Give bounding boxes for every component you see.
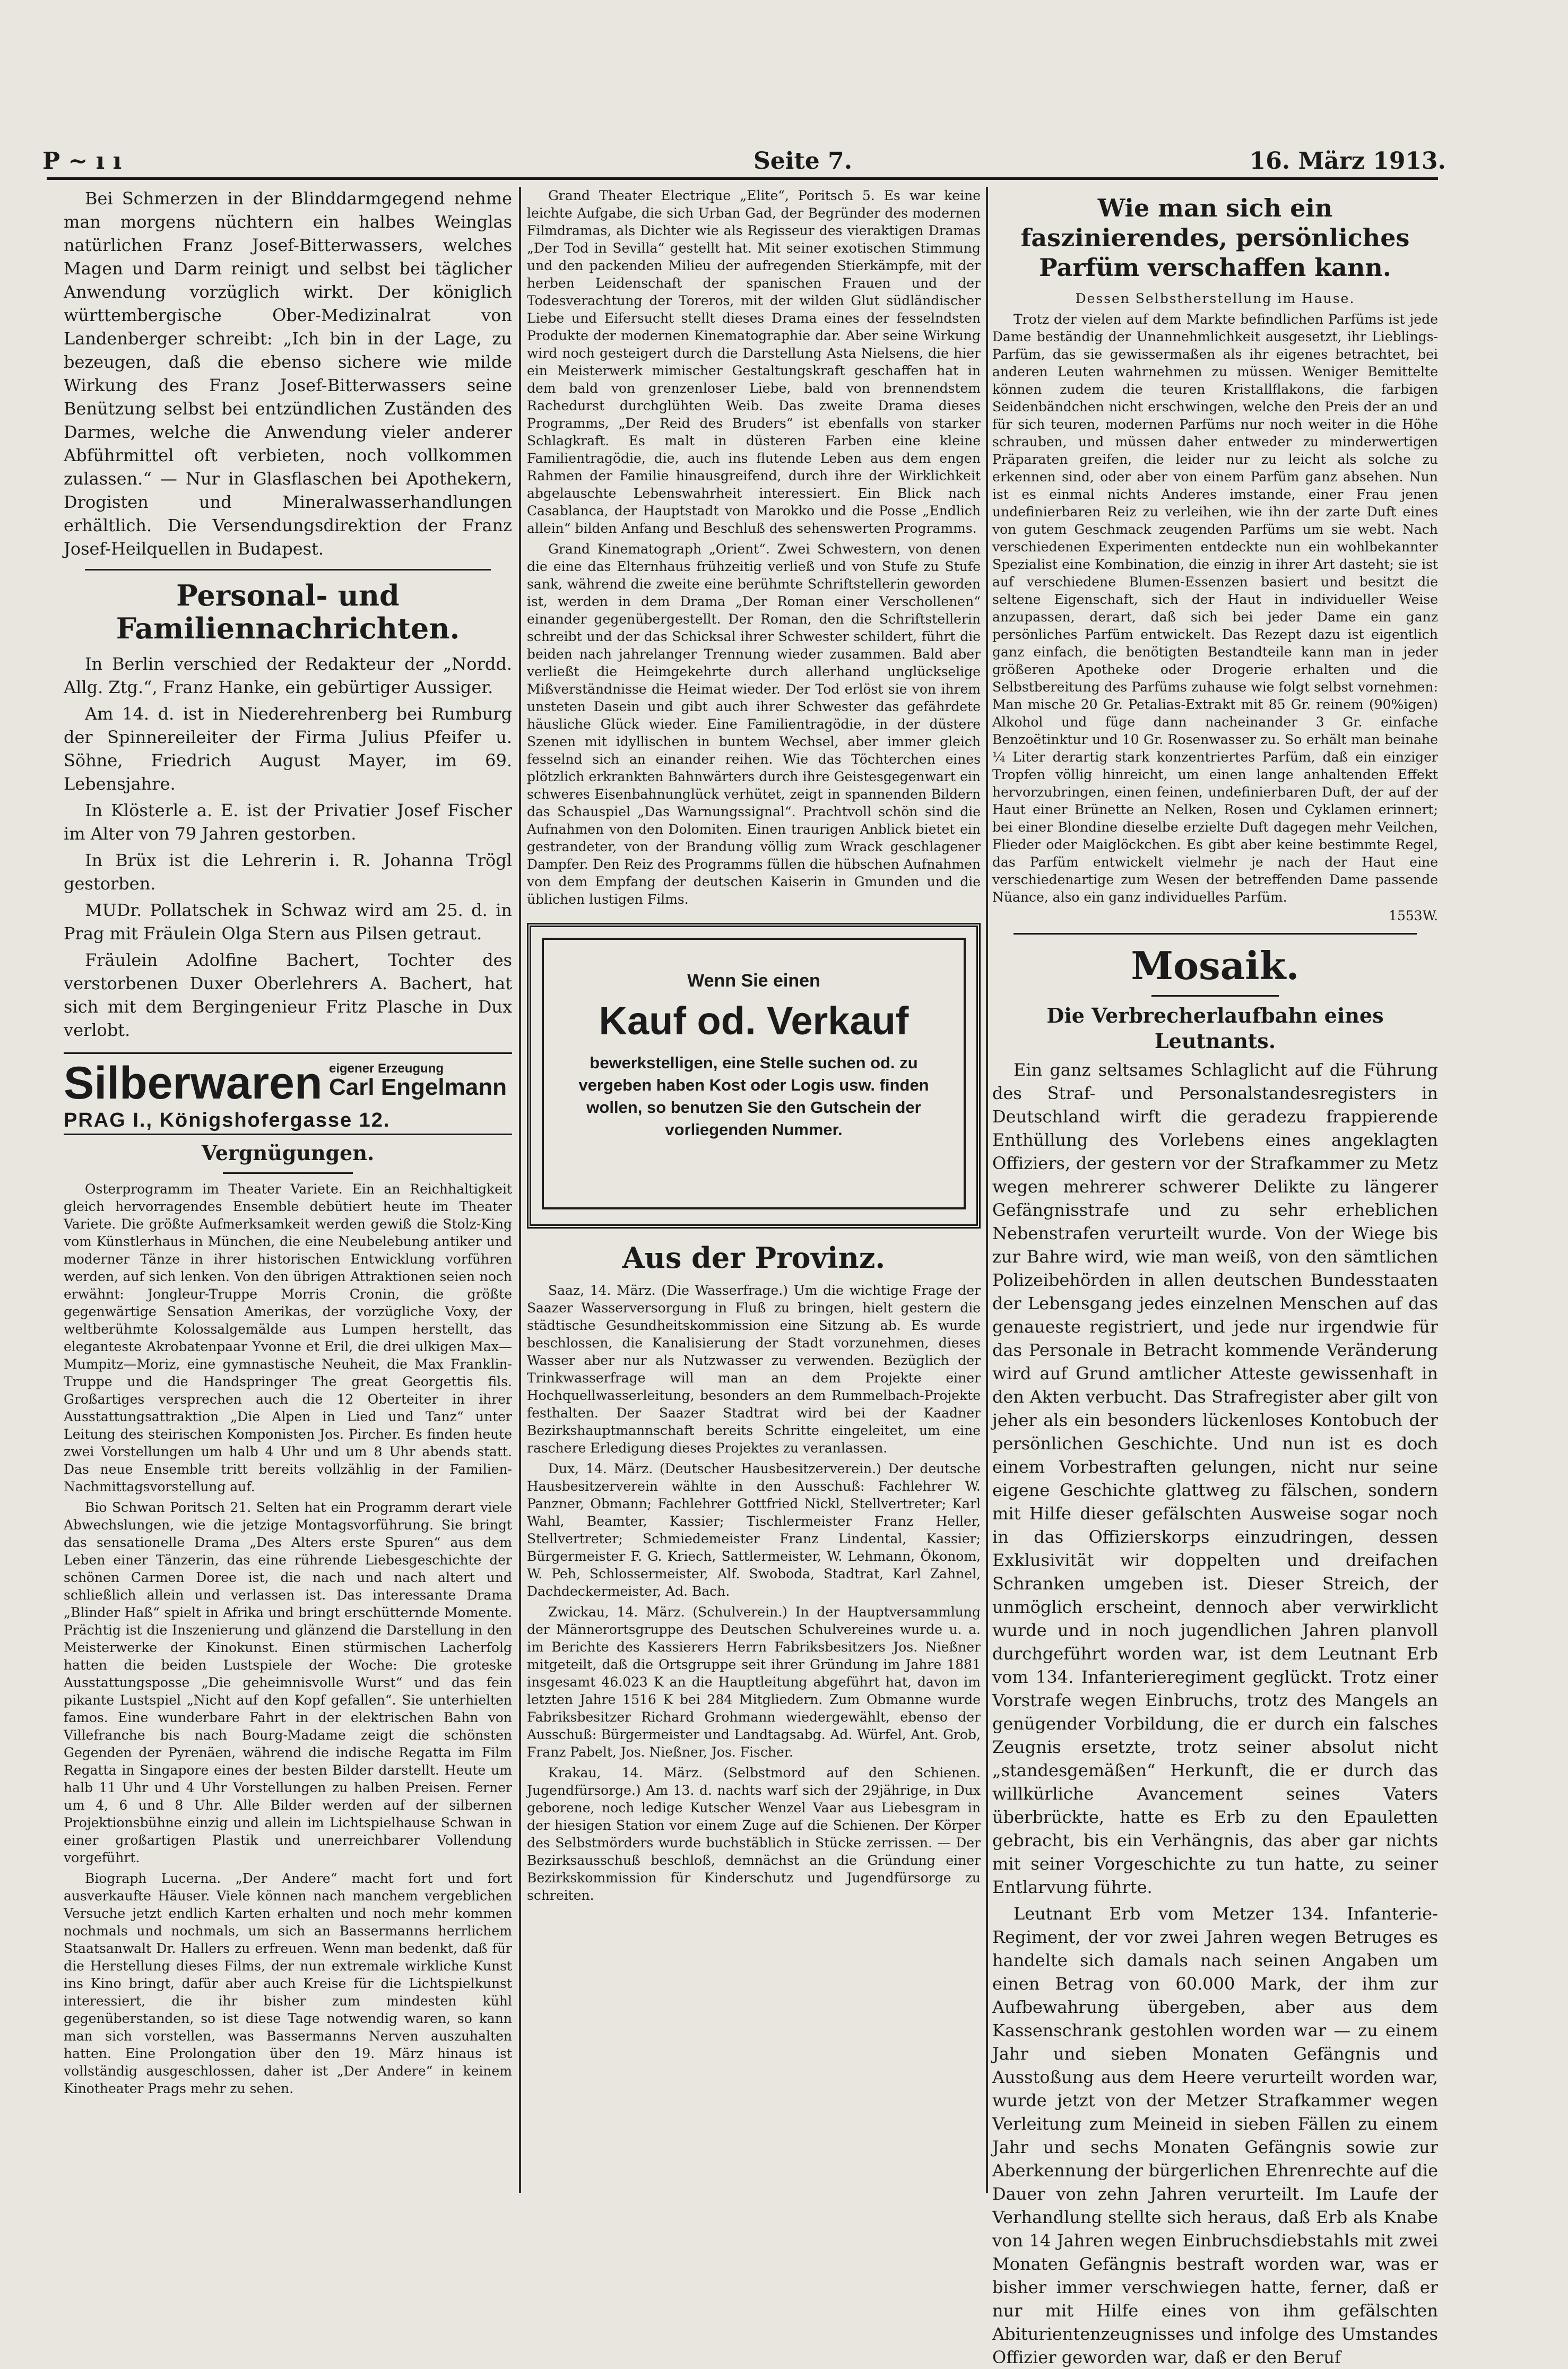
kauf-verkauf-advertisement [527,923,981,1229]
page-number: Seite 7. [753,148,853,175]
column-rule-2 [986,187,988,2193]
provinz-item: Saaz, 14. März. (Die Wasserfrage.) Um die wichtige Frage der Saazer Wasserversorgung in Fluß zu bringen, hielt gestern die städtische Gesundheitskommission eine Sitzung ab. Es wurde beschlossen, die Kanalisierung der Stadt vorzunehmen, dieses Wasser aber nur als Nutzwasser zu verwenden. Bezüglich der Trinkwasserfrage will man an dem Projekte einer Hochquellwasserleitung, besonders an dem Rummelbach-Projekte festhalten. Der Saazer Stadtrat wird bei der Kaadner Bezirkshauptmannschaft bereits Schritte eingeleitet, um eine raschere Erledigung dieses Projektes zu veranlassen. [527,1283,981,1456]
ad-body: bewerkstelligen, eine Stelle suchen od. zu vergeben haben Kost oder Logis usw. finden wollen, so benutzen Sie den Gutschein der vorliegenden Nummer. [578,1053,929,1139]
column-3 [992,187,1438,2367]
ad-code: 1553W. [1389,908,1438,923]
section-heading-mosaik: Mosaik. [1131,943,1300,988]
divider [223,1172,353,1174]
ad-eigener-erzeugung: eigener Erzeugung [329,1061,444,1076]
personal-item: Fräulein Adolfine Bachert, Tochter des verstorbenen Duxer Oberlehrers A. Bachert, hat sich mit dem Bergingenieur Fritz Plasche in Dux verlobt. [64,950,512,1040]
vergnuegungen-item: Biograph Lucerna. „Der Andere“ macht fort und fort ausverkaufte Häuser. Viele können nach manchem vergeblichen Versuche jetzt endlich Karten erhalten und noch mehr kommen nochmals und nochmals, um sich an Bassermanns herrlichem Staatsanwalt Dr. Hallers zu erfreuen. Wenn man bedenkt, daß für die Herstellung dieses Films, der nun extremale wirkliche Kunst ins Kino bringt, dafür aber auch Kreise für die Lichtspielkunst interessiert, die ihr bisher zum mindesten kühl gegenüberstanden, so ist diese Tage notwendig waren, so kann man sich vorstellen, was Bassermanns Nerven auszuhalten hatten. Eine Prolongation über den 19. März hinaus ist vollständig ausgeschlossen, daher ist „Der Andere“ in keinem Kinotheater Prags mehr zu sehen. [64,1871,512,2096]
divider [85,569,491,570]
section-heading-vergnuegungen: Vergnügungen. [201,1141,375,1165]
divider [1013,933,1417,935]
provinz-item: Dux, 14. März. (Deutscher Hausbesitzerverein.) Der deutsche Hausbesitzerverein wählte in den Ausschuß: Fachlehrer W. Panzner, Obmann; Fachlehrer Gottfried Nickl, Stellvertreter; Karl Wahl, Beamter, Kassier; Tischlermeister Franz Heller, Stellvertreter; Schmiedemeister Franz Lindental, Kassier; Bürgermeister F. G. Kriech, Sattlermeister, W. Lehmann, Ökonom, W. Peh, Schlossermeister, Alf. Swoboda, Stadtrat, Karl Zahnel, Dachdeckermeister, Ad. Bach. [527,1461,981,1599]
bitterwasser-ad: Bei Schmerzen in der Blinddarmgegend nehme man morgens nüchtern ein halbes Weinglas natürlichen Franz Josef-Bitterwassers, welches Magen und Darm reinigt und selbst bei täglicher Anwendung vorzüglich wirkt. Der königlich württembergische Ober-Medizinalrat von Landenberger schreibt: „Ich bin in der Lage, zu bezeugen, daß die ebenso sichere wie milde Wirkung des Franz Josef-Bitterwassers seine Benützung selbst bei entzündlichen Zuständen des Darmes, welche die Anwendung vieler anderer Abführmittel oft verbieten, noch vollkommen zulassen.“ — Nur in Glasflaschen bei Apothekern, Drogisten und Mineralwasserhandlungen erhältlich. Die Versendungsdirektion der Franz Josef-Heilquellen in Budapest. [64,188,512,559]
personal-item: MUDr. Pollatschek in Schwaz wird am 25. d. in Prag mit Fräulein Olga Stern aus Pilsen getraut. [64,900,512,944]
provinz-item: Zwickau, 14. März. (Schulverein.) In der Hauptversammlung der Männerortsgruppe des Deutschen Schulvereines wurde u. a. im Berichte des Kassierers Herrn Fabriksbesitzers Jos. Nießner mitgeteilt, daß die Ortsgruppe seit ihrer Gründung im Jahre 1881 insgesamt 46.023 K an die Hauptleitung abgeführt hat, davon im letzten Jahre 1516 K bei 284 Mitgliedern. Zum Obmanne wurde Fabriksbesitzer Richard Grohmann wiedergewählt, ebenso der Ausschuß: Bürgermeister und Landtagsabg. Ad. Würfel, Ant. Grob, Franz Pabelt, Jos. Nießner, Jos. Fischer. [527,1604,981,1760]
personal-item: In Klösterle a. E. ist der Privatier Josef Fischer im Alter von 79 Jahren gestorben. [64,800,512,844]
ad-headline: Kauf od. Verkauf [599,999,909,1043]
personal-item: In Berlin verschied der Redakteur der „Nordd. Allg. Ztg.“, Franz Hanke, ein gebürtiger Aussiger. [64,654,512,697]
parfum-subheading: Dessen Selbstherstellung im Hause. [1075,291,1355,306]
ad-inner-frame [542,938,966,1209]
section-heading-personal: Personal- und Familiennachrichten. [116,578,460,645]
vergnuegungen-item: Bio Schwan Poritsch 21. Selten hat ein Programm derart viele Abwechslungen, wie die jetzige Montagsvorführung. Sie bringt das sensationelle Drama „Des Alters erste Spuren“ aus dem Leben einer Tänzerin, das eine rührende Liebesgeschichte der schönen Carmen Doree ist, die nach und nach altert und schließlich allein und verlassen ist. Das interessante Drama „Blinder Haß“ spielt in Afrika und bringt erschütternde Momente. Prächtig ist die Inszenierung und glänzend die Darstellung in den Meisterwerke der Kinokunst. Einen stürmischen Lacherfolg hatten die beiden Lustspiele der Woche: Die groteske Ausstattungsposse „Die geheimnisvolle Wurst“ und das fein pikante Lustspiel „Nicht auf den Kopf gefallen“. Sie unterhielten famos. Eine wunderbare Fahrt in der elektrischen Bahn von Villefranche bis nach Bourg-Madame zeigt die schönsten Gegenden der Pyrenäen, während die indische Regatta im Film Regatta in Singapore eines der besten Bilder darstellt. Heute um halb 11 Uhr und 4 Uhr Vorstellungen zu halben Preisen. Ferner um 4, 6 und 8 Uhr. Alle Bilder werden auf der silbernen Projektionsbühne einzig und allein im Lichtspielhause Schwan in einer großartigen Plastik und unerreichbarer Vollendung vorgeführt. [64,1500,512,1865]
divider [1151,995,1279,997]
section-heading-parfum: Wie man sich ein faszinierendes, persönliches Parfüm verschaffen kann. [1020,194,1410,282]
personal-item: In Brüx ist die Lehrerin i. R. Johanna Trögl gestorben. [64,850,512,894]
article-heading-leutnant: Die Verbrecherlaufbahn eines Leutnants. [1046,1004,1384,1053]
personal-item: Am 14. d. ist in Niederehrenberg bei Rumburg der Spinnereileiter der Firma Julius Pfeifer u. Söhne, Friedrich August Mayer, im 69. Lebensjahre. [64,704,512,794]
ad-address: PRAG I., Königshofergasse 12. [64,1109,391,1131]
ad-line-1: Wenn Sie einen [687,971,820,991]
ad-silberwaren-word: Silberwaren [64,1058,323,1109]
kino-item: Grand Theater Electrique „Elite“, Poritsch 5. Es war keine leichte Aufgabe, die sich Urban Gad, der Begründer des modernen Filmdramas, als Dichter wie als Regisseur des vieraktigen Dramas „Der Tod in Sevilla“ gestellt hat. Mit seiner exotischen Stimmung und den packenden Milieu der aufregenden Stierkämpfe, mit der herben Leidenschaft der spanischen Frauen und der Todesverachtung der Toreros, mit der wilden Glut südländischer Liebe und Eifersucht stellt dieses Drama eines der fesselndsten Produkte der modernen Kinematographie dar. Aber seine Wirkung wird noch gesteigert durch die Darstellung Asta Nielsens, die hier ein Meisterwerk mimischer Gestaltungskraft geschaffen hat in dem bald von grenzenloser Liebe, bald von brennendstem Rachedurst durchglühten Weib. Das zweite Drama dieses Programms, „Der Reid des Bruders“ ist ebenfalls von starker Schlagkraft. Es malt in düsteren Farben eine kleine Familientragödie, die, auch ins flutende Leben aus dem engen Rahmen der Familie hinausgreifend, durch ihre der Wirklichkeit abgelauschte Lebenswahrheit interessiert. Ein Blick nach Casablanca, der Hauptstadt von Marokko und die Posse „Endlich allein“ bilden Anfang und Beschluß des sehenswerten Programms. [527,188,981,536]
column-1 [64,187,512,2193]
column-2 [527,187,981,2193]
masthead-left: P ~ ı ı [42,148,122,175]
silberwaren-advertisement [64,1052,512,1135]
provinz-item: Krakau, 14. März. (Selbstmord auf den Schienen. Jugendfürsorge.) Am 13. d. nachts warf sich der 29jährige, in Dux geborene, noch ledige Kutscher Wenzel Vaar aus Liebesgram in der hiesigen Station vor einem Zuge auf die Schienen. Der Körper des Selbstmörders wurde buchstäblich in Stücke zerrissen. — Der Bezirksausschuß beschloß, demnächst an die Gründung einer Bezirkskommission für Kinderschutz und Jugendfürsorge zu schreiten. [527,1765,981,1903]
ad-firm-name: Carl Engelmann [329,1074,507,1100]
masthead-rule [47,177,1438,180]
vergnuegungen-item: Osterprogramm im Theater Variete. Ein an Reichhaltigkeit gleich hervorragendes Ensemble debütiert heute im Theater Variete. Die größte Aufmerksamkeit werden gewiß die Stolz-King vom Künstlerhaus in München, die eine Neubelebung antiker und moderner Tänze in ihrer historischen Entwicklung vorführen werden, auf sich lenken. Von den übrigen Attraktionen seien noch erwähnt: Jongleur-Truppe Morris Cronin, die größte gegenwärtige Sensation Amerikas, der vorzügliche Voxy, der weltberühmte Kolossalgemälde aus Lumpen herstellt, das eleganteste Akrobatenpaar Yvonne et Eril, die drei ulkigen Max—Mumpitz—Moriz, eine gymnastische Neuheit, die Max Franklin-Truppe und die Handspringer The great Georgettis fils. Großartiges versprechen auch die 12 Oberteiter in ihrer Ausstattungsattraktion „Die Alpen in Lied und Tanz“ unter Leitung des steirischen Komponisten Jos. Pircher. Es finden heute zwei Vorstellungen um halb 4 Uhr und um 8 Uhr abends statt. Das neue Ensemble tritt bereits vollzählig in der Familien-Nachmittagsvorstellung auf. [64,1181,512,1494]
issue-date: 16. März 1913. [1249,148,1446,175]
section-heading-provinz: Aus der Provinz. [622,1241,886,1275]
leutnant-article: Ein ganz seltsames Schlaglicht auf die Führung des Straf- und Personalstandesregisters in Deutschland wirft die geradezu frappierende Enthüllung des Vorlebens eines angeklagten Offiziers, der gestern vor der Strafkammer zu Metz wegen mehrerer schwerer Delikte zu längerer Gefängnisstrafe und zu sehr erheblichen Nebenstrafen verurteilt wurde. Von der Wiege bis zur Bahre wird, wie man weiß, von den sämtlichen Polizeibehörden in allen deutschen Bundesstaaten der Lebensgang jedes einzelnen Menschen auf das genaueste registriert, und jede nur irgendwie für das Personale in Betracht kommende Veränderung wird auf Grund amtlicher Atteste gewissenhaft in den Akten verbucht. Das Strafregister aber gilt von jeher als ein besonders lückenloses Kontobuch der persönlichen Geschichte. Und nun ist es doch einem Vorbestraften gelungen, nicht nur seine eigene Geschichte glattweg zu fälschen, sondern mit Hilfe dieser gefälschten Ausweise sogar noch in das Offizierskorps einzudringen, dessen Exklusivität wir doppelten und dreifachen Schranken umgeben ist. Dieser Streich, der unmöglich erscheint, dennoch aber verwirklicht wurde und in noch jugendlichen Jahren planvoll durchgeführt worden war, ist dem Leutnant Erb vom 134. Infanterieregiment geglückt. Trotz einer Vorstrafe wegen Einbruchs, trotz des Mangels an genügender Vorbildung, die er durch ein falsches Zeugnis ersetzte, trotz seiner absolut nicht „standesgemäßen“ Herkunft, die er durch das willkürliche Avancement seines Vaters überbrückte, hatte es Erb zu den Epauletten gebracht, bis ein Verhängnis, das aber gar nichts mit seiner Vorgeschichte zu tun hatte, zu seiner Entlarvung führte. [992,1060,1438,1897]
leutnant-article: Leutnant Erb vom Metzer 134. Infanterie-Regiment, der vor zwei Jahren wegen Betruges es handelte sich damals nach seinen Angaben um einen Betrag von 60.000 Mark, der ihm zur Aufbewahrung übergeben, aber aus dem Kassenschrank gestohlen worden war — zu einem Jahr und sieben Monaten Gefängnis und Ausstoßung aus dem Heere verurteilt worden war, wurde jetzt von der Metzer Strafkammer wegen Verleitung zum Meineid in sieben Fällen zu einem Jahr und sechs Monaten Gefängnis sowie zur Aberkennung der bürgerlichen Ehrenrechte auf die Dauer von zehn Jahren verurteilt. Im Laufe der Verhandlung stellte sich heraus, daß Erb als Knabe von 14 Jahren wegen Einbruchsdiebstahls mit zwei Monaten Gefängnis bestraft worden war, was er bisher immer verschwiegen hatte, ferner, daß er nur mit Hilfe eines von ihm gefälschten Abiturientenzeugnisses und infolge des Umstandes Offizier geworden war, daß er den Beruf [992,1904,1438,2367]
column-rule-1 [519,187,521,2193]
parfum-article: Trotz der vielen auf dem Markte befindlichen Parfüms ist jede Dame beständig der Unannehmlichkeit ausgesetzt, ihr Lieblings-Parfüm, das sie gewissermaßen als ihr eigenes betrachtet, bei anderen Leuten wahrnehmen zu müssen. Weniger Bemittelte können zudem die teuren Kristallflakons, die farbigen Seidenbändchen nicht erschwingen, welche den Preis der an und für sich teuren, modernen Parfüms nur noch weiter in die Höhe schrauben, und müssen daher entweder zu minderwertigen Präparaten greifen, die leider nur zu leicht als solche zu erkennen sind, oder aber von einem Parfüm ganz absehen. Nun ist es einmal nichts Anderes imstande, einer Frau jenen undefinierbaren Reiz zu verleihen, wie ihn der zarte Duft eines von gutem Geschmack zeugenden Parfüms um sie webt. Nach verschiedenen Experimenten entdeckte nun ein wohlbekannter Spezialist eine Kombination, die einzig in ihrer Art dasteht; sie ist auf verschiedene Blumen-Essenzen basiert und besitzt die seltene Eigenschaft, sich der Haut in individueller Weise anzupassen, derart, daß sich bei jeder Dame ein ganz persönliches Parfüm entwickelt. Das Rezept dazu ist eigentlich ganz einfach, die benötigten Bestandteile kann man in jeder größeren Apotheke oder Drogerie erhalten und die Selbstbereitung des Parfüms zuhause wie folgt selbst vornehmen: Man mische 20 Gr. Petalias-Extrakt mit 85 Gr. reinem (90%igen) Alkohol und füge dann nacheinander 3 Gr. einfache Benzoëtinktur und 10 Gr. Rosenwasser zu. So erhält man beinahe ¼ Liter derartig stark konzentriertes Parfüm, daß ein einziger Tropfen völlig hinreicht, um einen lange anhaltenden Effekt hervorzubringen, einen feinen, undefinierbaren Duft, der auf der Haut einer Brünette an Nelken, Rosen und Cyklamen erinnert; bei einer Blondine dieselbe erzielte Duft dagegen mehr Veilchen, Flieder oder Maiglöckchen. Es gibt aber keine bestimmte Regel, das Parfüm entwickelt vielmehr je nach der Haut eine verschiedenartige zum Wesen der betreffenden Dame passende Nüance, also ein ganz individuelles Parfüm. [992,312,1438,905]
kino-item: Grand Kinematograph „Orient“. Zwei Schwestern, von denen die eine das Elternhaus frühzeitig verließ und von Stufe zu Stufe sank, während die zweite eine berühmte Schriftstellerin geworden ist, werden in dem Drama „Der Roman einer Verschollenen“ einander gegenübergestellt. Der Roman, den die Schriftstellerin schreibt und der das Schicksal ihrer Schwester schildert, führt die beiden nach jahrelanger Trennung wieder zusammen. Bald aber verließt die Heimgekehrte durch allerhand unglückselige Mißverständnisse die Heimat wieder. Der Tod erlöst sie von ihrem unsteten Dasein und gibt auch ihrer Schwester das gefährdete häusliche Glück wieder. Eine Familientragödie, in der düstere Szenen mit idyllischen in buntem Wechsel, aber immer gleich fesselnd sich an einander reihen. Wie das Töchterchen eines plötzlich erkrankten Bahnwärters durch ihre Geistesgegenwart ein schweres Eisenbahnunglück verhütet, zeigt in spannenden Bildern das Schauspiel „Das Warnungssignal“. Prachtvoll schön sind die Aufnahmen von den Dolomiten. Einen traurigen Anblick bietet ein gestrandeter, von der Brandung völlig zum Wrack geschlagener Dampfer. Den Reiz des Programms füllen die hübschen Aufnahmen von dem Empfang der deutschen Kaiserin in Gmunden und die üblichen lustigen Films. [527,541,981,907]
masthead [42,148,1446,176]
